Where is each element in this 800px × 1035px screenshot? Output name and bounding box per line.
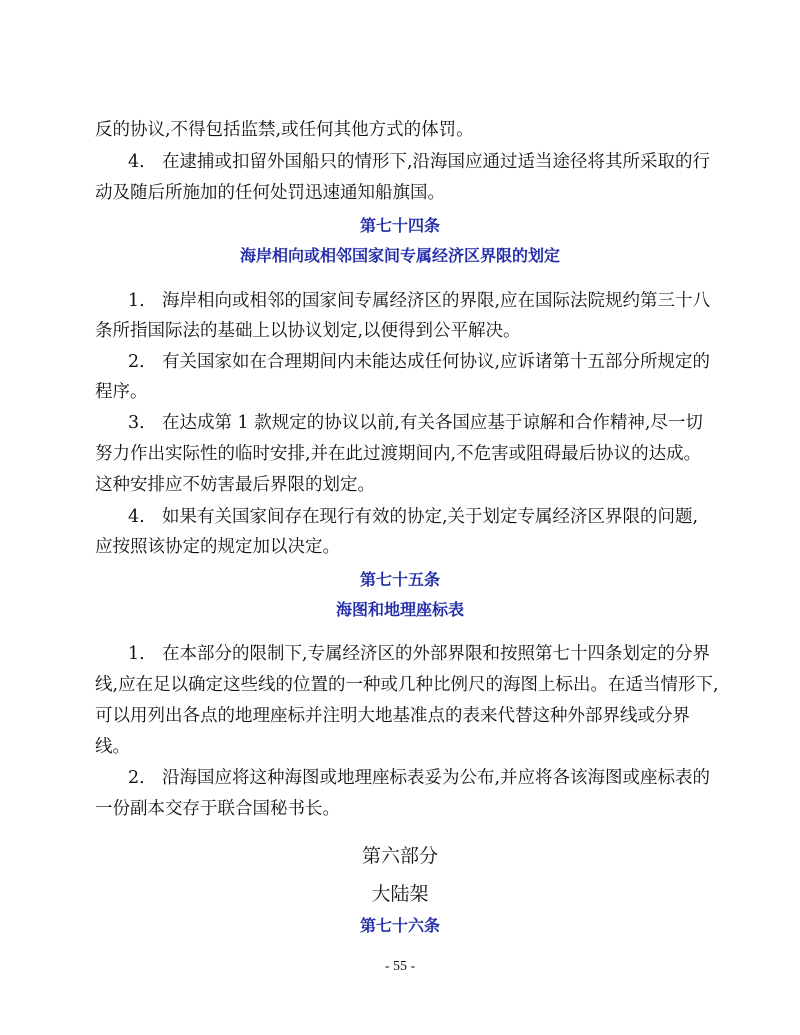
paragraph-line: 一份副本交存于联合国秘书长。 <box>95 799 340 819</box>
paragraph-line: 这种安排应不妨害最后界限的划定。 <box>95 475 375 495</box>
article-heading: 第七十六条 <box>359 916 440 935</box>
page-number: - 55 - <box>384 959 416 974</box>
paragraph-number: 1. <box>128 644 145 664</box>
part-title: 大陆架 <box>371 883 429 905</box>
paragraph-line <box>128 642 748 666</box>
article-title: 海岸相向或相邻国家间专属经济区界限的划定 <box>239 246 560 265</box>
paragraph-line <box>128 289 748 313</box>
article-title: 海图和地理座标表 <box>335 600 464 619</box>
paragraph-text: 海岸相向或相邻的国家间专属经济区的界限,应在国际法院规约第三十八 <box>162 291 711 311</box>
paragraph-line: 线,应在足以确定这些线的位置的一种或几种比例尺的海图上标出。在适当情形下, <box>95 675 719 695</box>
paragraph-line: 可以用列出各点的地理座标并注明大地基准点的表来代替这种外部界线或分界 <box>95 706 690 726</box>
paragraph-line <box>128 150 748 174</box>
paragraph-text: 如果有关国家间存在现行有效的协定,关于划定专属经济区界限的问题, <box>162 507 699 527</box>
paragraph-number: 1. <box>128 291 145 311</box>
paragraph-line <box>128 505 748 529</box>
article-heading: 第七十五条 <box>359 570 440 589</box>
paragraph-text: 在本部分的限制下,专属经济区的外部界限和按照第七十四条划定的分界 <box>162 644 711 664</box>
paragraph-number: 2. <box>128 352 145 372</box>
paragraph-line: 反的协议,不得包括监禁,或任何其他方式的体罚。 <box>95 120 474 140</box>
paragraph-line: 应按照该协定的规定加以决定。 <box>95 537 340 557</box>
paragraph-line <box>128 766 748 790</box>
paragraph-number: 4. <box>128 507 145 527</box>
paragraph-text: 有关国家如在合理期间内未能达成任何协议,应诉诸第十五部分所规定的 <box>162 352 711 372</box>
paragraph-text: 在达成第 1 款规定的协议以前,有关各国应基于谅解和合作精神,尽一切 <box>162 413 703 433</box>
paragraph-line <box>128 350 748 374</box>
paragraph-number: 2. <box>128 768 145 788</box>
paragraph-line: 程序。 <box>95 382 148 402</box>
paragraph-line: 条所指国际法的基础上以协议划定,以便得到公平解决。 <box>95 321 521 341</box>
paragraph-line: 努力作出实际性的临时安排,并在此过渡期间内,不危害或阻碍最后协议的达成。 <box>95 444 702 464</box>
part-heading: 第六部分 <box>361 845 438 867</box>
paragraph-number: 3. <box>128 413 145 433</box>
paragraph-line: 动及随后所施加的任何处罚迅速通知船旗国。 <box>95 183 445 203</box>
paragraph-text: 沿海国应将这种海图或地理座标表妥为公布,并应将各该海图或座标表的 <box>162 768 711 788</box>
paragraph-line: 线。 <box>95 737 130 757</box>
paragraph-line <box>128 411 748 435</box>
article-heading: 第七十四条 <box>359 216 440 235</box>
paragraph-text: 在逮捕或扣留外国船只的情形下,沿海国应通过适当途径将其所采取的行 <box>162 152 711 172</box>
paragraph-number: 4. <box>128 152 145 172</box>
